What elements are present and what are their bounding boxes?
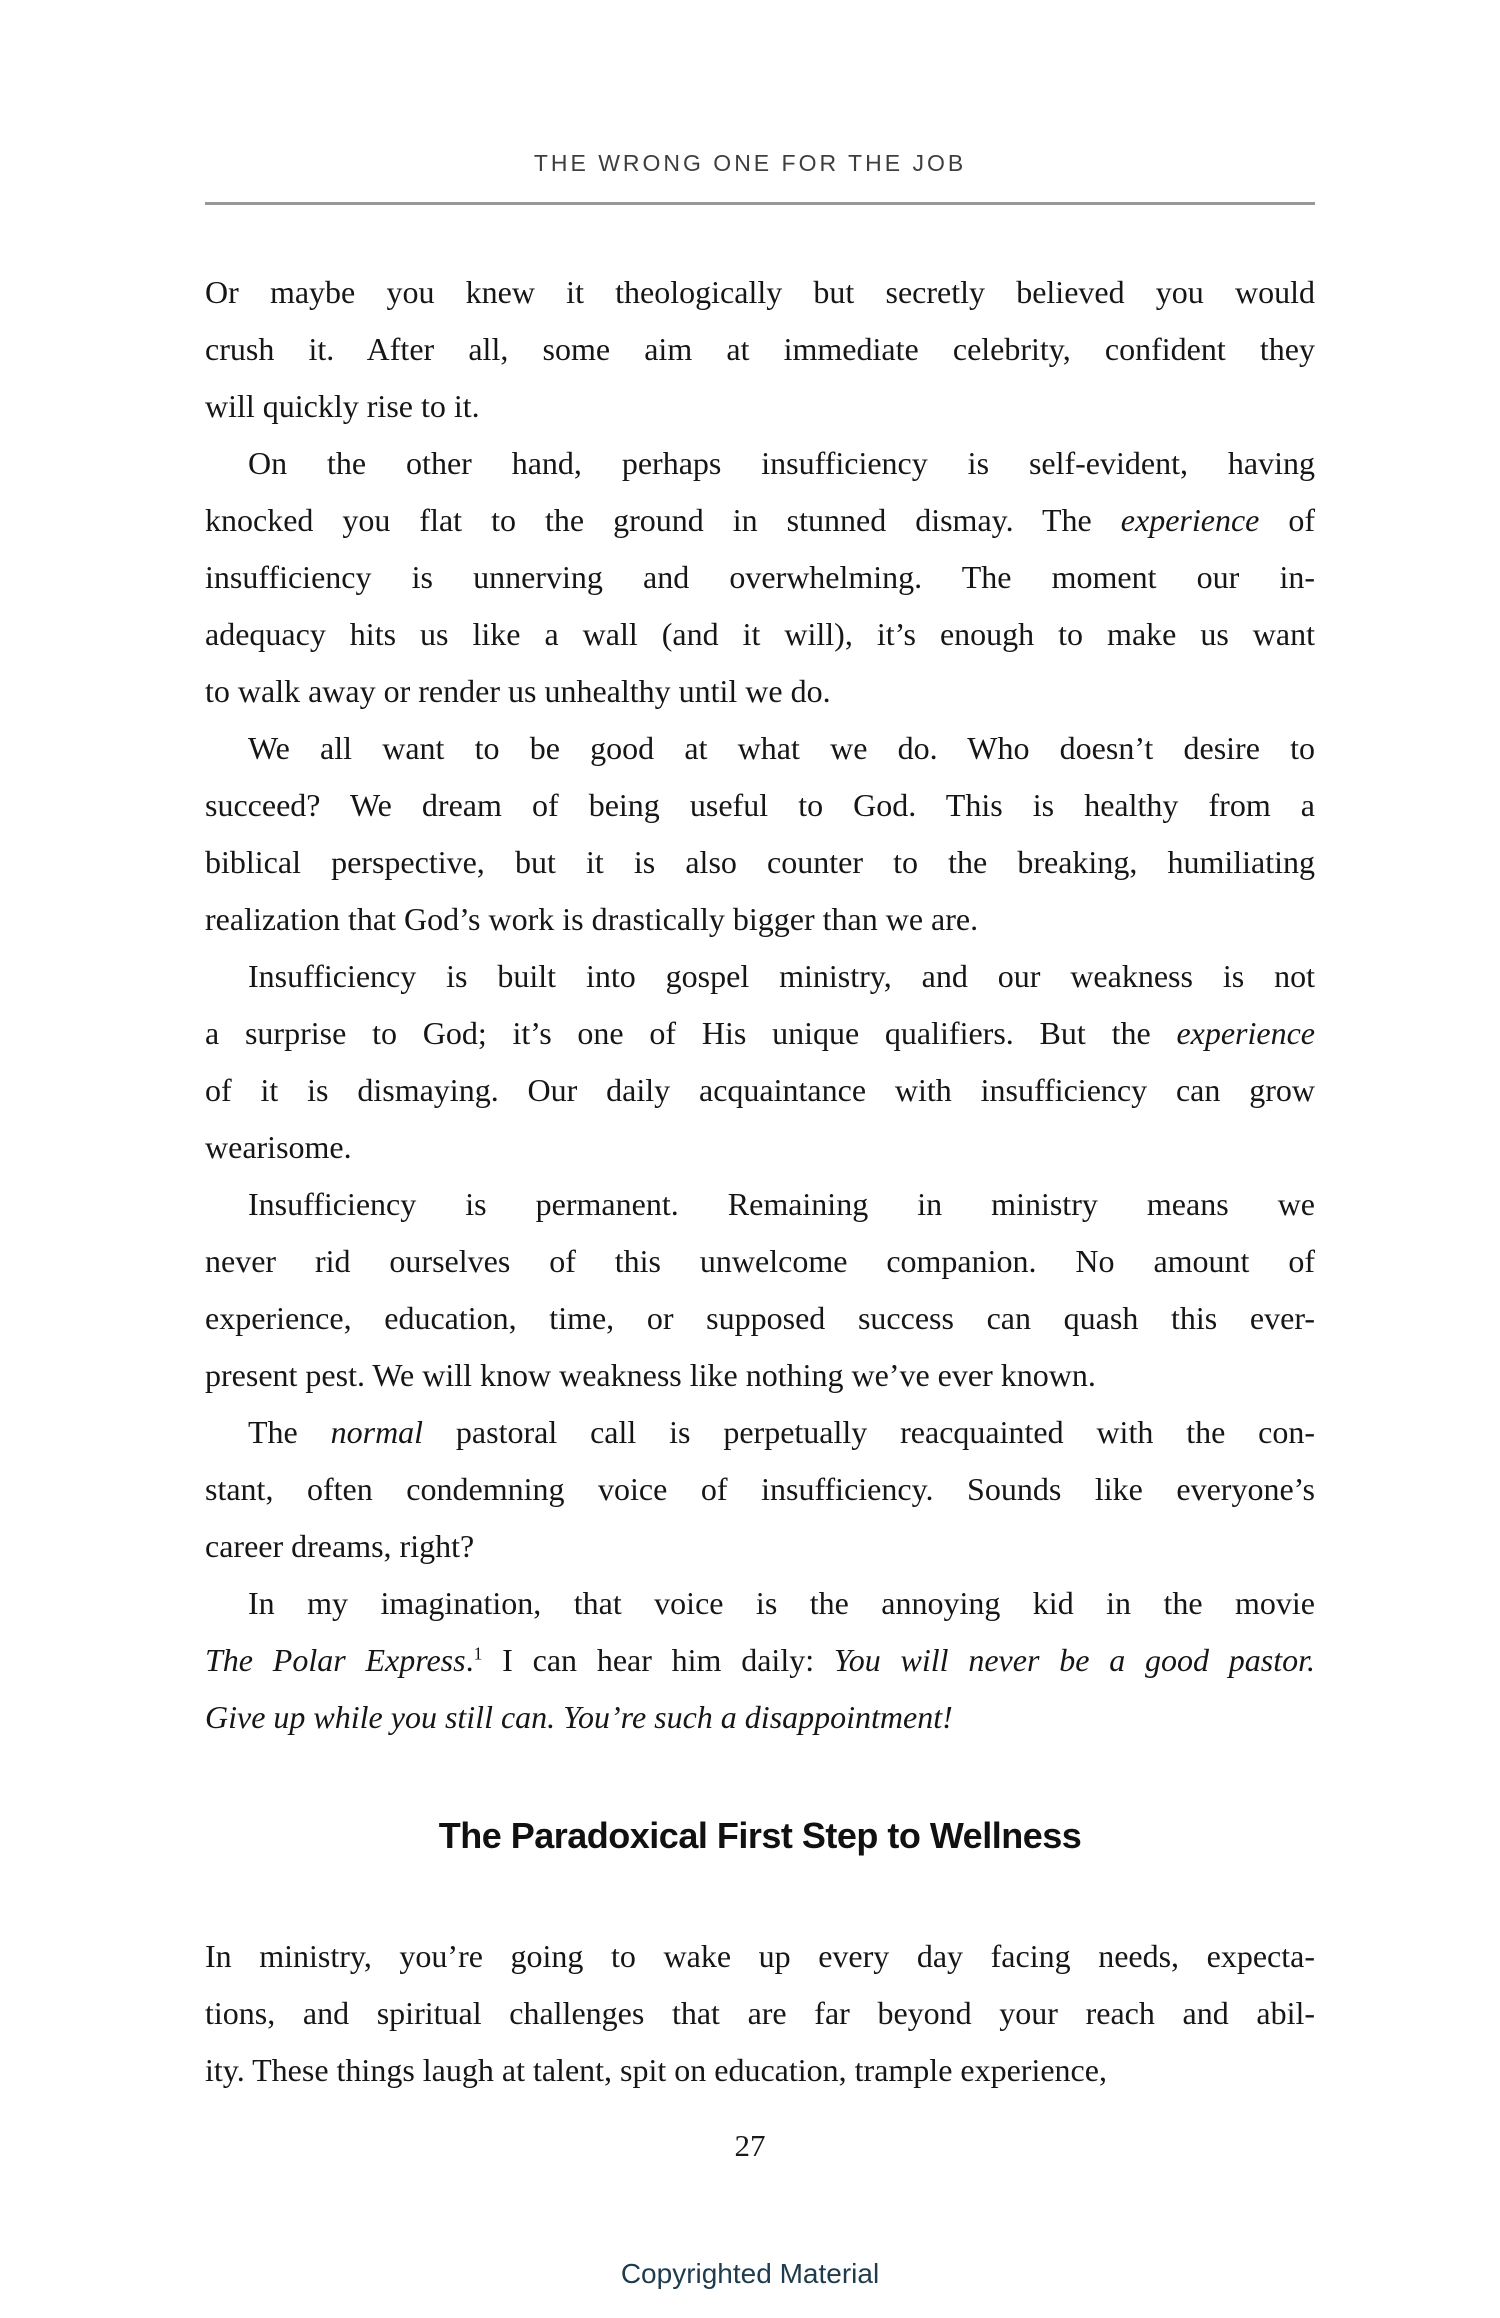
paragraph — [205, 1404, 1315, 1575]
text-line — [205, 1575, 1315, 1632]
paragraph — [205, 1575, 1315, 1746]
text-segment: crush it. After all, some aim at immediate celebrity, confident they — [205, 331, 1315, 367]
text-segment: In my imagination, that voice is the annoying kid in the movie — [248, 1585, 1315, 1621]
text-line — [205, 606, 1315, 663]
text-segment: succeed? We dream of being useful to God. This is healthy from a — [205, 787, 1315, 823]
text-line — [205, 1632, 1315, 1689]
text-line — [205, 1233, 1315, 1290]
paragraph — [205, 264, 1315, 435]
text-segment: career dreams, right? — [205, 1528, 475, 1564]
text-segment: biblical perspective, but it is also counter to the breaking, humiliating — [205, 844, 1315, 880]
page-number: 27 — [734, 2128, 766, 2163]
text-line — [205, 1404, 1315, 1461]
text-line — [205, 1461, 1315, 1518]
text-segment: Insufficiency is permanent. Remaining in ministry means we — [248, 1186, 1315, 1222]
text-segment: insufficiency is unnerving and overwhelming. The moment our in- — [205, 559, 1315, 595]
text-line — [205, 1985, 1315, 2042]
text-line — [205, 891, 1315, 948]
text-line — [205, 435, 1315, 492]
text-segment: In ministry, you’re going to wake up every day facing needs, expecta- — [205, 1938, 1315, 1974]
text-line — [205, 1290, 1315, 1347]
text-segment: You will never be a good pastor. — [833, 1642, 1316, 1678]
text-segment: stant, often condemning voice of insufficiency. Sounds like everyone’s — [205, 1471, 1315, 1507]
text-line — [205, 1005, 1315, 1062]
text-segment: adequacy hits us like a wall (and it will), it’s enough to make us want — [205, 616, 1315, 652]
paragraph — [205, 435, 1315, 720]
text-segment: will quickly rise to it. — [205, 388, 480, 424]
text-segment: never rid ourselves of this unwelcome companion. No amount of — [205, 1243, 1315, 1279]
text-segment: knocked you flat to the ground in stunned dismay. The — [205, 502, 1121, 538]
text-line — [205, 834, 1315, 891]
text-line — [205, 378, 1315, 435]
text-segment: a surprise to God; it’s one of His unique qualifiers. But the — [205, 1015, 1177, 1051]
text-segment: normal — [330, 1414, 424, 1450]
text-segment: to walk away or render us unhealthy until we do. — [205, 673, 831, 709]
text-line — [205, 663, 1315, 720]
text-line — [205, 948, 1315, 1005]
paragraph — [205, 1928, 1315, 2099]
text-segment: of it is dismaying. Our daily acquaintance with insufficiency can grow — [205, 1072, 1315, 1108]
section-heading: The Paradoxical First Step to Wellness — [438, 1815, 1082, 1856]
text-segment: . — [465, 1642, 474, 1678]
text-segment: tions, and spiritual challenges that are far beyond your reach and abil- — [205, 1995, 1315, 2031]
text-line — [205, 720, 1315, 777]
text-segment: experience — [1176, 1015, 1315, 1051]
text-line — [205, 777, 1315, 834]
text-segment: Give up while you still can. You’re such a disappointment! — [205, 1699, 953, 1735]
text-segment: of — [1259, 502, 1316, 538]
paragraph — [205, 948, 1315, 1176]
text-segment: present pest. We will know weakness like nothing we’ve ever known. — [205, 1357, 1096, 1393]
text-segment: experience — [1120, 502, 1260, 538]
text-segment: Or maybe you knew it theologically but secretly believed you would — [205, 274, 1315, 310]
body-paragraphs-after — [205, 1928, 1315, 2099]
text-line — [205, 321, 1315, 378]
text-segment: On the other hand, perhaps insufficiency is self-evident, having — [248, 445, 1315, 481]
text-segment: We all want to be good at what we do. Who doesn’t desire to — [248, 730, 1315, 766]
text-segment: The — [248, 1414, 331, 1450]
text-segment: realization that God’s work is drastically bigger than we are. — [205, 901, 979, 937]
text-line — [205, 264, 1315, 321]
copyright-notice: Copyrighted Material — [620, 2258, 880, 2289]
text-segment: I can hear him daily: — [482, 1642, 834, 1678]
footnote-ref: 1 — [473, 1643, 483, 1664]
text-segment: The Polar Express — [205, 1642, 466, 1678]
text-line — [205, 1928, 1315, 1985]
text-line — [205, 1176, 1315, 1233]
running-head: THE WRONG ONE FOR THE JOB — [533, 150, 967, 176]
paragraph — [205, 720, 1315, 948]
text-line — [205, 1347, 1315, 1404]
text-segment: wearisome. — [205, 1129, 352, 1165]
text-line — [205, 1062, 1315, 1119]
header-divider — [205, 202, 1315, 205]
text-line — [205, 1119, 1315, 1176]
body-paragraphs — [205, 264, 1315, 1746]
page-body — [205, 264, 1315, 2099]
paragraph — [205, 1176, 1315, 1404]
text-line — [205, 2042, 1315, 2099]
text-line — [205, 1689, 1315, 1746]
text-segment: pastoral call is perpetually reacquainted with the con- — [423, 1414, 1315, 1450]
text-segment: experience, education, time, or supposed success can quash this ever- — [205, 1300, 1315, 1336]
text-line — [205, 492, 1315, 549]
text-segment: ity. These things laugh at talent, spit on education, trample experience, — [205, 2052, 1107, 2088]
text-line — [205, 549, 1315, 606]
text-segment: Insufficiency is built into gospel ministry, and our weakness is not — [248, 958, 1315, 994]
text-line — [205, 1518, 1315, 1575]
